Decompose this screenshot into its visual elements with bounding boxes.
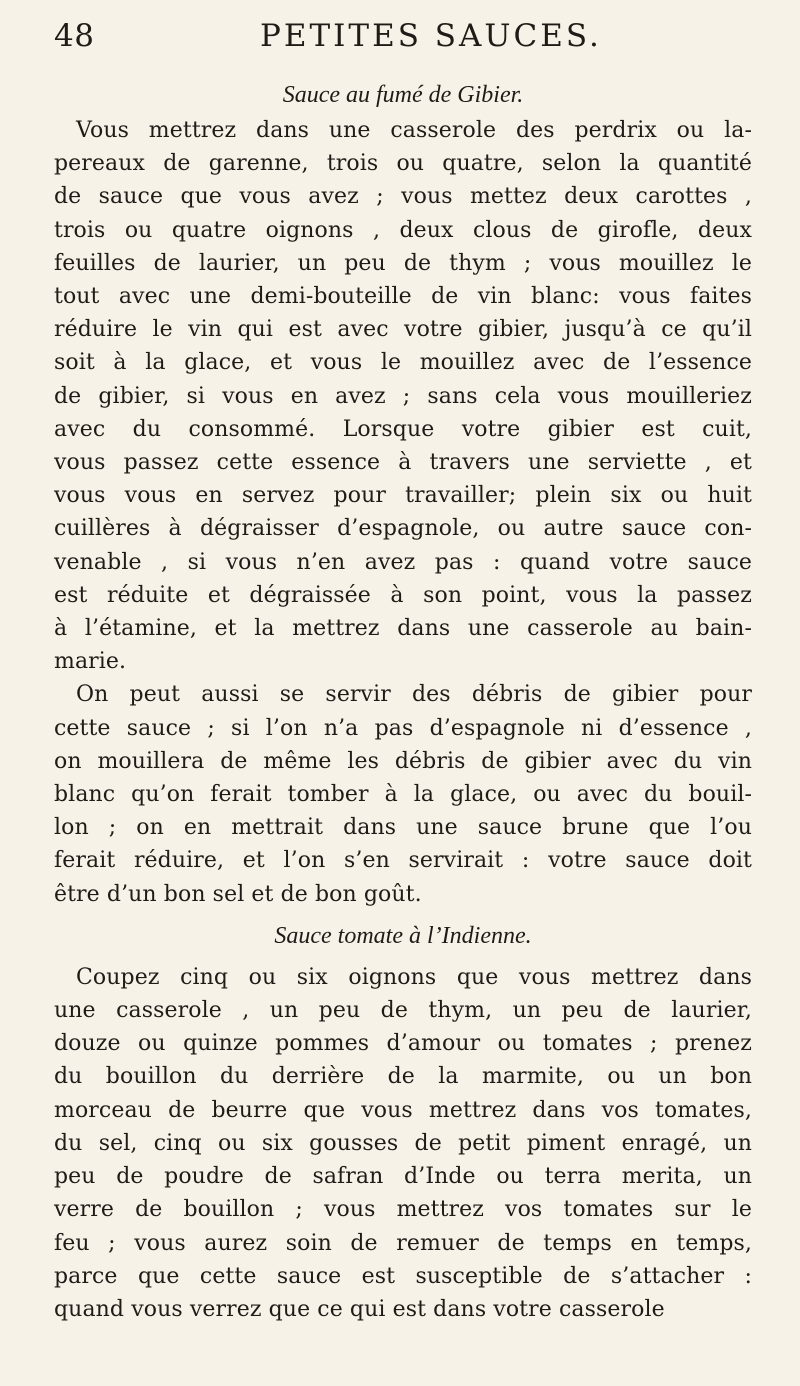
text-line: avec du consommé. Lorsque votre gibier est cuit,: [54, 416, 752, 442]
paragraph: [54, 678, 752, 910]
text-line: blanc qu’on ferait tomber à la glace, ou avec du bouil-: [54, 782, 752, 808]
text-line: lon ; on en mettrait dans une sauce brune que l’ou: [54, 815, 752, 841]
text-line: Coupez cinq ou six oignons que vous mettrez dans: [76, 964, 752, 990]
text-line: du sel, cinq ou six gousses de petit piment enragé, un: [54, 1130, 752, 1156]
text-line: de sauce que vous avez ; vous mettez deux carottes ,: [54, 184, 752, 210]
text-line: ferait réduire, et l’on s’en servirait : votre sauce doit: [54, 848, 752, 874]
text-line: trois ou quatre oignons , deux clous de girofle, deux: [54, 217, 752, 243]
page-number: 48: [54, 18, 95, 54]
text-line: douze ou quinze pommes d’amour ou tomates ; prenez: [54, 1031, 752, 1057]
text-line: vous vous en servez pour travailler; plein six ou huit: [54, 483, 752, 509]
book-page: [54, 18, 752, 1326]
text-line: verre de bouillon ; vous mettrez vos tomates sur le: [54, 1197, 752, 1223]
running-head: [54, 18, 752, 72]
section-title-sauce-fume-gibier: Sauce au fumé de Gibier.: [282, 82, 524, 108]
text-line: peu de poudre de safran d’Inde ou terra merita, un: [54, 1164, 752, 1190]
paragraph: [54, 961, 752, 1326]
text-line: soit à la glace, et vous le mouillez avec de l’essence: [54, 350, 752, 376]
text-line: parce que cette sauce est susceptible de s’attacher :: [54, 1263, 752, 1289]
text-line: cuillères à dégraisser d’espagnole, ou autre sauce con-: [54, 516, 752, 542]
text-line: du bouillon du derrière de la marmite, ou un bon: [54, 1064, 752, 1090]
text-line: morceau de beurre que vous mettrez dans vos tomates,: [54, 1097, 752, 1123]
text-line: être d’un bon sel et de bon goût.: [54, 881, 422, 907]
text-line: Vous mettrez dans une casserole des perdrix ou la-: [76, 118, 752, 143]
text-line: une casserole , un peu de thym, un peu de laurier,: [54, 998, 752, 1024]
text-line: réduire le vin qui est avec votre gibier, jusqu’à ce qu’il: [54, 317, 752, 343]
text-line: tout avec une demi-bouteille de vin blanc: vous faites: [54, 284, 752, 310]
text-line: quand vous verrez que ce qui est dans votre casserole: [54, 1296, 665, 1322]
text-line: à l’étamine, et la mettrez dans une casserole au bain-: [54, 616, 752, 642]
text-line: feu ; vous aurez soin de remuer de temps en temps,: [54, 1230, 752, 1256]
text-line: vous passez cette essence à travers une serviette , et: [54, 450, 752, 476]
text-line: on mouillera de même les débris de gibier avec du vin: [54, 748, 752, 774]
running-title: PETITES SAUCES.: [260, 18, 602, 54]
text-line: venable , si vous n’en avez pas : quand votre sauce: [54, 549, 752, 575]
text-line: cette sauce ; si l’on n’a pas d’espagnole ni d’essence ,: [54, 715, 752, 741]
section-title-sauce-tomate-indienne: Sauce tomate à l’Indienne.: [274, 922, 532, 949]
paragraph: [54, 114, 752, 678]
text-line: marie.: [54, 649, 127, 675]
text-line: On peut aussi se servir des débris de gibier pour: [76, 682, 752, 708]
text-line: est réduite et dégraissée à son point, vous la passez: [54, 582, 752, 608]
text-line: feuilles de laurier, un peu de thym ; vous mouillez le: [54, 250, 752, 276]
text-line: pereaux de garenne, trois ou quatre, selon la quantité: [54, 151, 752, 177]
text-line: de gibier, si vous en avez ; sans cela vous mouilleriez: [54, 383, 752, 409]
